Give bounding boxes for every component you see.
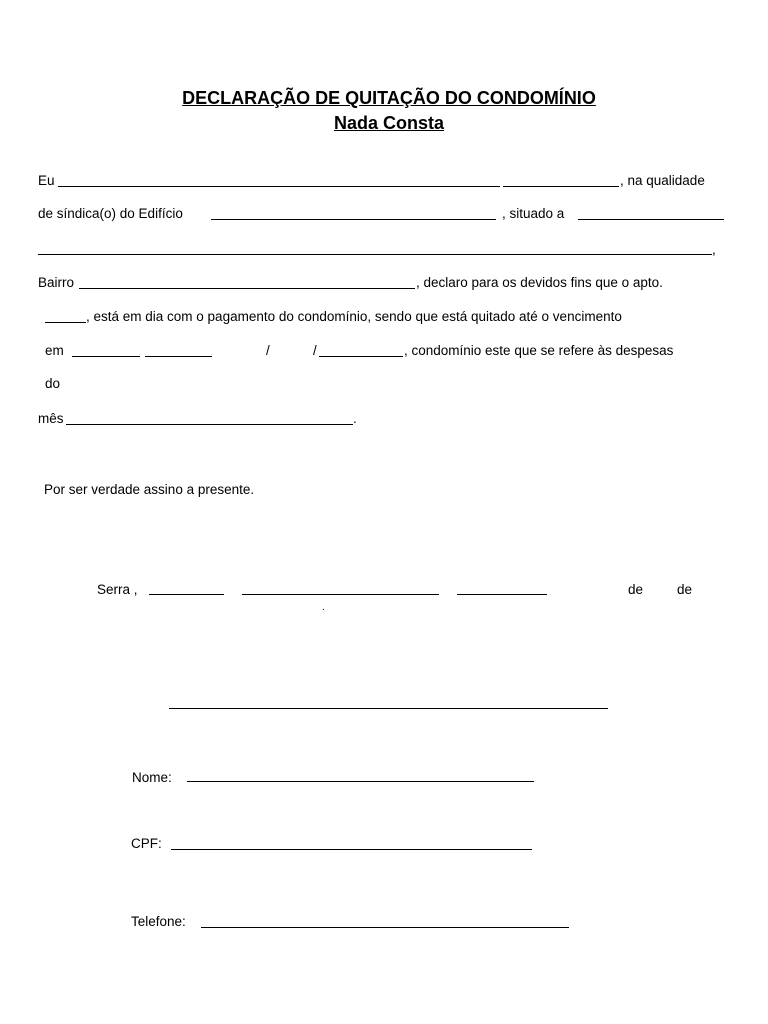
address-blank-1[interactable]	[578, 219, 724, 220]
date-slash-2: /	[313, 343, 317, 358]
due-year-blank[interactable]	[319, 356, 403, 357]
telefone-blank[interactable]	[201, 927, 569, 928]
label-na-qualidade: , na qualidade	[620, 173, 705, 188]
bairro-blank[interactable]	[79, 288, 415, 289]
label-condominio-este: , condomínio este que se refere às despesas	[404, 343, 674, 358]
apt-blank[interactable]	[45, 322, 86, 323]
label-de-2: de	[677, 582, 693, 597]
name-blank-2[interactable]	[503, 186, 619, 187]
closing-text: Por ser verdade assino a presente.	[44, 482, 255, 497]
label-esta-em-dia: , está em dia com o pagamento do condomínio, sendo que está quitado até o vencimento	[86, 309, 622, 324]
date-day-blank[interactable]	[149, 594, 224, 595]
due-month-blank[interactable]	[145, 356, 212, 357]
name-blank-1[interactable]	[58, 186, 500, 187]
stray-dot: .	[322, 602, 325, 613]
label-do: do	[45, 376, 61, 391]
label-telefone: Telefone:	[131, 914, 186, 929]
label-situado-a: , situado a	[502, 206, 565, 221]
date-slash-1: /	[266, 343, 270, 358]
month-blank[interactable]	[66, 424, 353, 425]
label-cpf: CPF:	[131, 836, 162, 851]
date-month-blank[interactable]	[242, 594, 439, 595]
comma: ,	[712, 242, 716, 257]
date-year-blank[interactable]	[457, 594, 547, 595]
period: .	[353, 411, 357, 426]
nome-blank[interactable]	[187, 781, 534, 782]
address-blank-2[interactable]	[38, 254, 712, 255]
label-de-sindica: de síndica(o) do Edifício	[38, 206, 183, 221]
label-de-1: de	[628, 582, 644, 597]
label-declaro: , declaro para os devidos fins que o apto.	[416, 275, 663, 290]
due-day-blank[interactable]	[72, 356, 140, 357]
label-nome: Nome:	[132, 770, 172, 785]
label-em: em	[45, 343, 64, 358]
label-mes: mês	[38, 411, 64, 426]
document-subtitle: Nada Consta	[333, 113, 445, 133]
signature-line[interactable]	[169, 708, 608, 709]
label-eu: Eu	[38, 173, 55, 188]
label-city: Serra ,	[97, 582, 138, 597]
label-bairro: Bairro	[38, 275, 75, 290]
cpf-blank[interactable]	[171, 849, 532, 850]
document-title: DECLARAÇÃO DE QUITAÇÃO DO CONDOMÍNIO	[182, 88, 596, 108]
building-blank[interactable]	[211, 219, 496, 220]
